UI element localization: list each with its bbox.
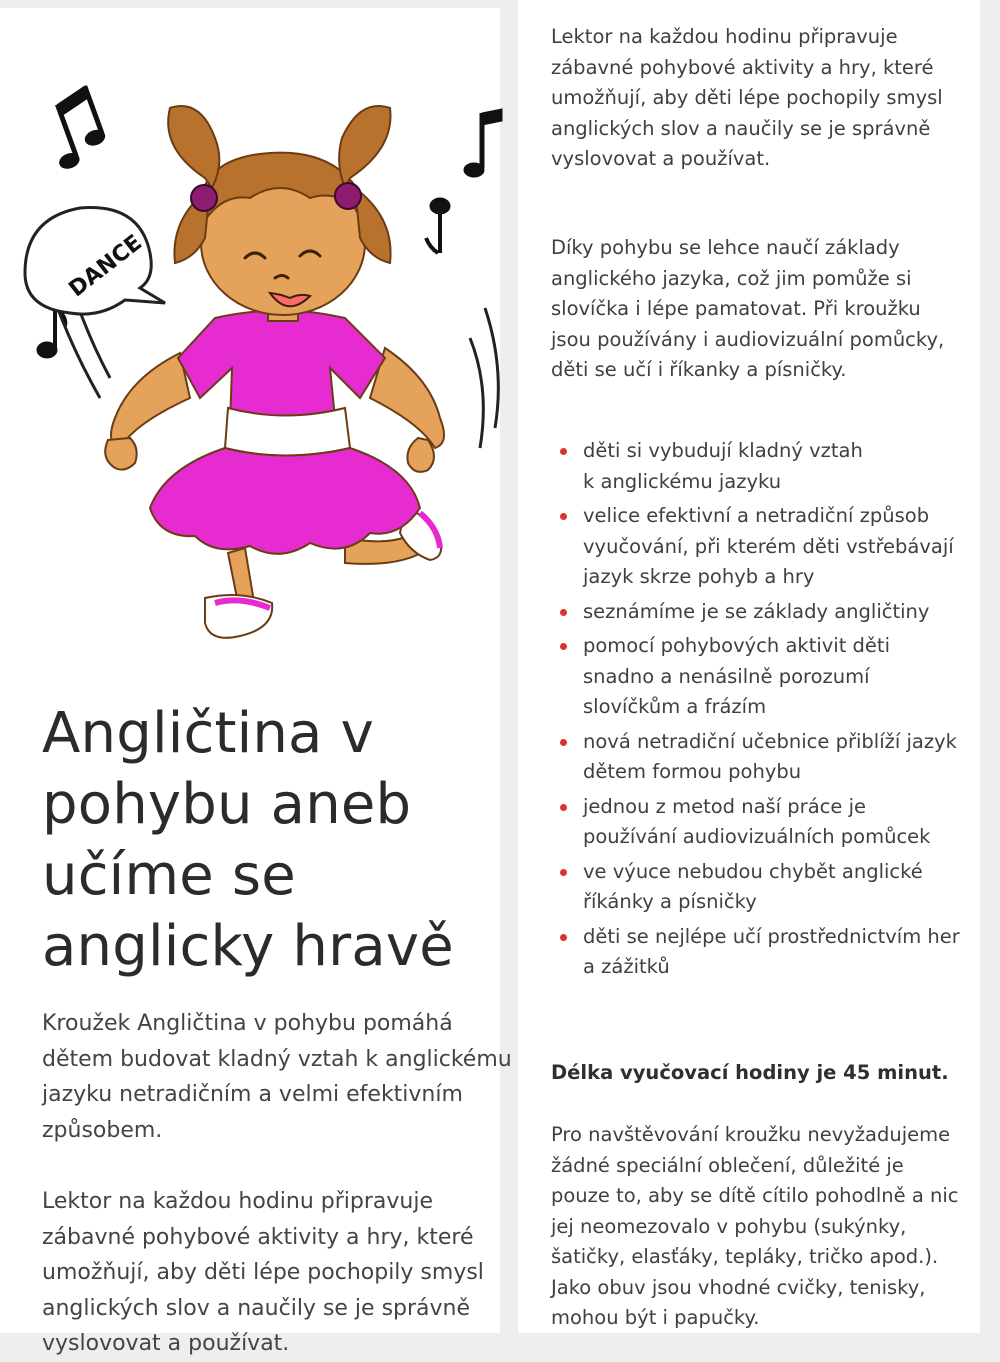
benefits-list — [551, 436, 976, 987]
clothing-paragraph: Pro navštěvování kroužku nevyžadujeme žádné speciální oblečení, důležité je pouze to, aby se dítě cítilo pohodlně a nic jej neomezovalo v pohybu (sukýnky, šatičky, elasťáky, tepláky, tričko apod.). Jako obuv jsou vhodné cvičky, tenisky, mohou být i papučky. — [551, 1123, 959, 1329]
list-item: pomocí pohybových aktivit děti snadno a nenásilně porozumí slovíčkům a frázím — [551, 631, 976, 723]
dancing-girl-illustration — [0, 68, 500, 673]
lesson-length: Délka vyučovací hodiny je 45 minut. — [551, 1061, 949, 1084]
page-title: Angličtina v pohybu aneb učíme se anglicky hravě — [42, 701, 454, 979]
right-panel — [518, 0, 980, 1333]
bubble-text: DANCE — [64, 230, 147, 303]
list-item: velice efektivní a netradiční způsob vyučování, při kterém děti vstřebávají jazyk skrze pohyb a hry — [551, 501, 976, 593]
list-item: seznámíme je se základy angličtiny — [551, 597, 976, 628]
left-panel — [0, 8, 512, 1356]
list-item: nová netradiční učebnice přiblíží jazyk dětem formou pohybu — [551, 727, 976, 788]
list-item: jednou z metod naší práce je používání audiovizuálních pomůcek — [551, 792, 976, 853]
list-item: děti si vybudují kladný vztah k anglickému jazyku — [551, 436, 976, 497]
list-item: ve výuce nebudou chybět anglické říkánky a písničky — [551, 857, 976, 918]
lector-paragraph: Lektor na každou hodinu připravuje zábavné pohybové aktivity a hry, které umožňují, aby děti lépe pochopily smysl anglických slov a naučily se je správně vyslovovat a používat. — [42, 1189, 484, 1356]
intro-paragraph: Kroužek Angličtina v pohybu pomáhá dětem budovat kladný vztah k anglickému jazyku netradičním a velmi efektivním způsobem. — [42, 1011, 512, 1143]
list-item: děti se nejlépe učí prostřednictvím her a zážitků — [551, 922, 976, 983]
speech-bubble — [25, 208, 165, 315]
lector-paragraph-right: Lektor na každou hodinu připravuje zábavné pohybové aktivity a hry, které umožňují, aby děti lépe pochopily smysl anglických slov a naučily se je správně vyslovovat a používat. — [551, 25, 943, 170]
movement-paragraph: Díky pohybu se lehce naučí základy anglického jazyka, což jim pomůže si slovíčka i lépe pamatovat. Při kroužku jsou používány i audiovizuální pomůcky, děti se učí i říkanky a písničky. — [551, 236, 945, 381]
